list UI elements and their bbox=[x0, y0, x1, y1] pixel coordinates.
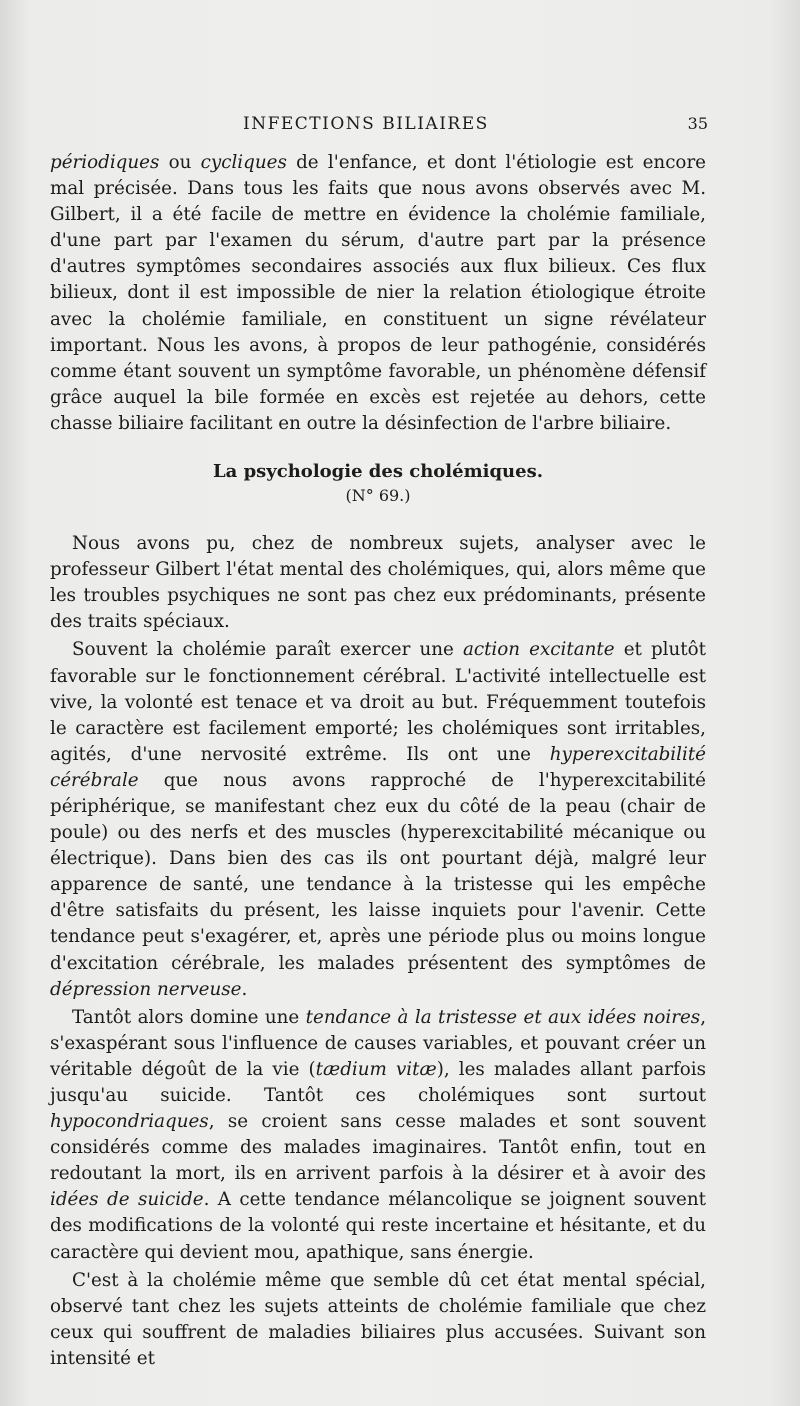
page-number: 35 bbox=[687, 114, 708, 133]
paragraph: C'est à la cholémie même que semble dû cet état mental spécial, observé tant chez les sujets atteints de cholémie familiale que chez ceux qui souffrent de maladies biliaires plus accusées. Suivant son intensité et bbox=[50, 1269, 706, 1369]
paragraph bbox=[50, 637, 706, 1002]
body-text bbox=[50, 150, 706, 1372]
italic-term: action excitante bbox=[462, 639, 615, 661]
paragraph-continuation bbox=[50, 150, 706, 437]
italic-term: hypocondriaques bbox=[50, 1111, 209, 1133]
text-run: . A cette tendance mélancolique se joignent souvent des modifications de la volonté qui reste incertaine et hésitante, et du caractère qui devient mou, apathique, sans énergie. bbox=[50, 1189, 706, 1263]
text-run: ou bbox=[159, 152, 201, 173]
text-run: , se croient sans cesse malades et sont souvent considérés comme des malades imaginaires. Tantôt enfin, tout en redoutant la mort, ils en arrivent parfois à la désirer et à avoir des bbox=[50, 1111, 706, 1185]
italic-term: cycliques bbox=[200, 152, 287, 173]
text-run: Tantôt alors domine une bbox=[72, 1006, 306, 1028]
page-header bbox=[48, 108, 708, 140]
italic-term: hyperexcitabilité cérébrale bbox=[50, 743, 706, 791]
text-run: que nous avons rapproché de l'hyperexcitabilité périphérique, se manifestant chez eux du côté de la peau (chair de poule) ou des nerfs et des muscles (hyperexcitabilité mécanique ou électrique). Dans bien des cas ils ont pourtant déjà, malgré leur apparence de santé, une tendance à la tristesse qui les empêche d'être satisfaits du présent, les laisse inquiets pour l'avenir. Cette tendance peut s'exagérer, et, après une période plus ou moins longue d'excitation cérébrale, les malades présentent des symptômes de bbox=[50, 769, 706, 974]
running-title: INFECTIONS BILIAIRES bbox=[243, 114, 489, 134]
section-title: La psychologie des cholémiques. bbox=[213, 461, 543, 483]
italic-term: idées de suicide bbox=[50, 1189, 204, 1211]
paragraph bbox=[50, 1005, 706, 1266]
section-reference: (N° 69.) bbox=[345, 486, 411, 506]
text-run: et plutôt favorable sur le fonctionnement cérébral. L'activité intellectuelle est vive, la volonté est tenace et va droit au but. Fréquemment toutefois le caractère est facilement emporté; les cholémiques sont irritables, agités, d'une nervosité extrême. Ils ont une bbox=[50, 639, 706, 765]
paragraph: Nous avons pu, chez de nombreux sujets, analyser avec le professeur Gilbert l'état mental des cholémiques, qui, alors même que les troubles psychiques ne sont pas chez eux prédominants, présente des traits spéciaux. bbox=[50, 533, 706, 633]
italic-term: tendance à la tristesse et aux idées noires bbox=[305, 1006, 701, 1028]
text-run: Souvent la cholémie paraît exercer une bbox=[72, 639, 463, 661]
italic-term: tædium vitæ bbox=[315, 1058, 437, 1080]
italic-term: périodiques bbox=[50, 152, 160, 173]
text-run: de l'enfance, et dont l'étiologie est encore mal précisée. Dans tous les faits que nous avons observés avec M. Gilbert, il a été facile de mettre en évidence la cholémie familiale, d'une part par l'examen du sérum, d'autre part par la présence d'autres symptômes secondaires associés aux flux bilieux. Ces flux bilieux, dont il est impossible de nier la relation étiologique étroite avec la cholémie familiale, en constituent un signe révélateur important. Nous les avons, à propos de leur pathogénie, considérés comme étant souvent un symptôme favorable, un phénomène défensif grâce auquel la bile formée en excès est rejetée au dehors, cette chasse biliaire facilitant en outre la désinfection de l'arbre biliaire. bbox=[50, 152, 706, 434]
italic-term: dépression nerveuse bbox=[50, 978, 242, 1000]
text-run: , s'exaspérant sous l'influence de causes variables, et pouvant créer un véritable dégoût de la vie ( bbox=[50, 1006, 706, 1080]
text-run: . bbox=[241, 978, 248, 1000]
text-run: ), les malades allant parfois jusqu'au suicide. Tantôt ces cholémiques sont surtout bbox=[50, 1058, 706, 1106]
